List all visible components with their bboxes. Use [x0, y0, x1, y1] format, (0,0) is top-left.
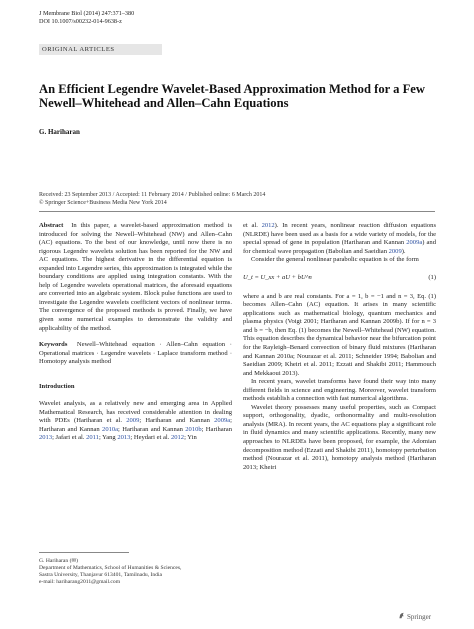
footnote-author: G. Hariharan (✉)	[39, 558, 79, 564]
citation-link[interactable]: 2012	[170, 434, 185, 442]
footnote-divider	[39, 552, 129, 553]
citation-link[interactable]: 2010a	[102, 425, 119, 433]
citation-link[interactable]: 2009a	[406, 239, 423, 247]
paragraph: In recent years, wavelet transforms have found their way into many different fields in science and engineering. Moreover, wavelet transform methods establish a connection with fast numerical algorithms.	[243, 378, 436, 403]
citation-link[interactable]: 2012	[261, 222, 275, 229]
journal-citation	[39, 10, 134, 26]
publisher-logo	[398, 612, 431, 621]
abstract	[39, 222, 232, 333]
citation-link[interactable]: 2010b	[185, 425, 202, 433]
section-tag: ORIGINAL ARTICLES	[39, 44, 162, 55]
intro-text: ; Heydari et al.	[130, 434, 171, 442]
author: G. Hariharan	[39, 128, 80, 136]
dates-line: Received: 23 September 2013 / Accepted: 11 February 2014 / Published online: 6 March 2014	[39, 192, 266, 198]
introduction-paragraph	[39, 400, 232, 443]
paragraph	[243, 222, 436, 256]
copyright-line: © Springer Science+Business Media New York 2014	[39, 199, 167, 206]
intro-text: ; Yang	[98, 434, 118, 442]
equation-number: (1)	[428, 273, 436, 281]
keywords-text: Newell–Whitehead equation · Allen–Cahn equation · Operational matrices · Legendre wavelets · Laplace transform method · Homotopy analysis method	[39, 341, 232, 366]
publisher-name: Springer	[407, 613, 432, 621]
intro-text: ; Hariharan	[201, 425, 232, 433]
paragraph: Consider the general nonlinear parabolic equation is of the form	[251, 256, 419, 264]
citation-link[interactable]: 2011	[86, 434, 99, 442]
springer-horse-icon	[398, 612, 405, 621]
intro-text: ; Hariharan and Kannan	[118, 425, 186, 433]
citation-link[interactable]: 2009	[126, 417, 140, 425]
text: ) and for chemical wave propagation (Babolian and Saeidian	[243, 239, 436, 255]
author-affiliation	[39, 558, 239, 586]
paragraph: where a and b are real constants. For a = 1, b = −1 and n = 3, Eq. (1) becomes Allen–Cahn (AC) equation. It arises in many scientific applications such as mathematical biology, quantum mechanics and plasma physics (Voigt 2001; Hariharan and Kannan 2009b). If for n = 3 and b = −b, then Eq. (1) becomes the Newell–Whitehead (NW) equation. This equation describes the dynamical behavior near the bifurcation point for the Rayleigh–Benard convection of binary fluid mixtures (Hariharan and Kannan 2010a; Nourazar et al. 2011; Schneider 1994; Babolian and Saeidian 2009; Kheiri et al. 2011; Ezzati and Shakibi 2011; Hammouch and Mekkaoui 2013).	[243, 292, 436, 377]
paper-title: An Efficient Legendre Wavelet-Based Approximation Method for a Few Newell–Whitehead and Allen–Cahn Equations	[39, 82, 425, 110]
intro-text: ; Hariharan and Kannan	[139, 417, 215, 425]
doi-line: DOI 10.1007/s00232-014-9638-z	[39, 18, 122, 25]
citation-link[interactable]: 2009	[388, 247, 402, 255]
abstract-label: Abstract	[39, 222, 64, 229]
journal-line: J Membrane Biol (2014) 247:371–380	[39, 10, 135, 17]
footnote-univ: Sastra University, Thanjavur 613401, Tamilnadu, India	[39, 571, 163, 578]
text: ).	[401, 247, 406, 255]
intro-text: ; Yin	[184, 434, 197, 442]
header-divider	[39, 211, 435, 212]
paragraph: Wavelet theory possesses many useful properties, such as Compact support, orthogonality, dyadic, orthonormality and multi-resolution analysis (MRA). In recent years, the AC equations play a significant role in fluid dynamics and many scientific applications. Recently, many new approaches to NLRDEs have been proposed, for example, the Adomian decomposition method (Ezzati and Shakibi 2011), homotopy perturbation method (Nourazar et al. 2011), homotopy analysis method (Hariharan 2013; Kheiri	[243, 403, 436, 471]
introduction-heading: Introduction	[39, 382, 75, 390]
intro-text: ; Jafari et al.	[52, 434, 87, 442]
text: ). In recent years, nonlinear reaction diffusion equations (NLRDE) have been used as a basis for a wide variety of models, for the special spread of gene in population (Hariharan and Kannan	[243, 222, 436, 247]
keywords	[39, 341, 232, 367]
citation-link[interactable]: 2009a	[214, 417, 231, 425]
equation-body: U_t = U_xx + aU + bU^n	[243, 273, 312, 281]
footnote-email[interactable]: e-mail: hariharang2011@gmail.com	[39, 578, 121, 585]
keywords-label: Keywords	[39, 341, 68, 349]
right-column	[243, 222, 436, 472]
intro-text: Wavelet analysis, as a relatively new and emerging area in Applied Mathematical Research, has received considerable attention in dealing with PDEs (Hariharan et al.	[39, 400, 232, 425]
citation-link[interactable]: 2013	[117, 434, 131, 442]
intro-text: ; Hariharan and Kannan	[39, 417, 232, 433]
equation-1	[243, 269, 436, 289]
publication-dates	[39, 192, 265, 207]
abstract-text: In this paper, a wavelet-based approximation method is introduced for solving the Newell–Whitehead (NW) and Allen–Cahn (AC) equations. To the best of our knowledge, until now there is no rigorous Legendre wavelets solution has been reported for the NW and AC equations. The highest derivative in the differential equation is expanded into Legendre series, this approximation is integrated while the boundary conditions are applied using integration constants. With the help of Legendre wavelets operational matrices, the aforesaid equations are converted into an algebraic system. Block pulse functions are used to investigate the Legendre wavelets coefficient vectors of nonlinear terms. The convergence of the proposed methods is proved. Finally, we have given some numerical examples to demonstrate the validity and applicability of the method.	[39, 222, 232, 332]
footnote-dept: Department of Mathematics, School of Humanities & Sciences,	[39, 564, 182, 571]
citation-link[interactable]: 2013	[39, 434, 53, 442]
left-column	[39, 222, 232, 443]
text: et al.	[243, 222, 262, 229]
